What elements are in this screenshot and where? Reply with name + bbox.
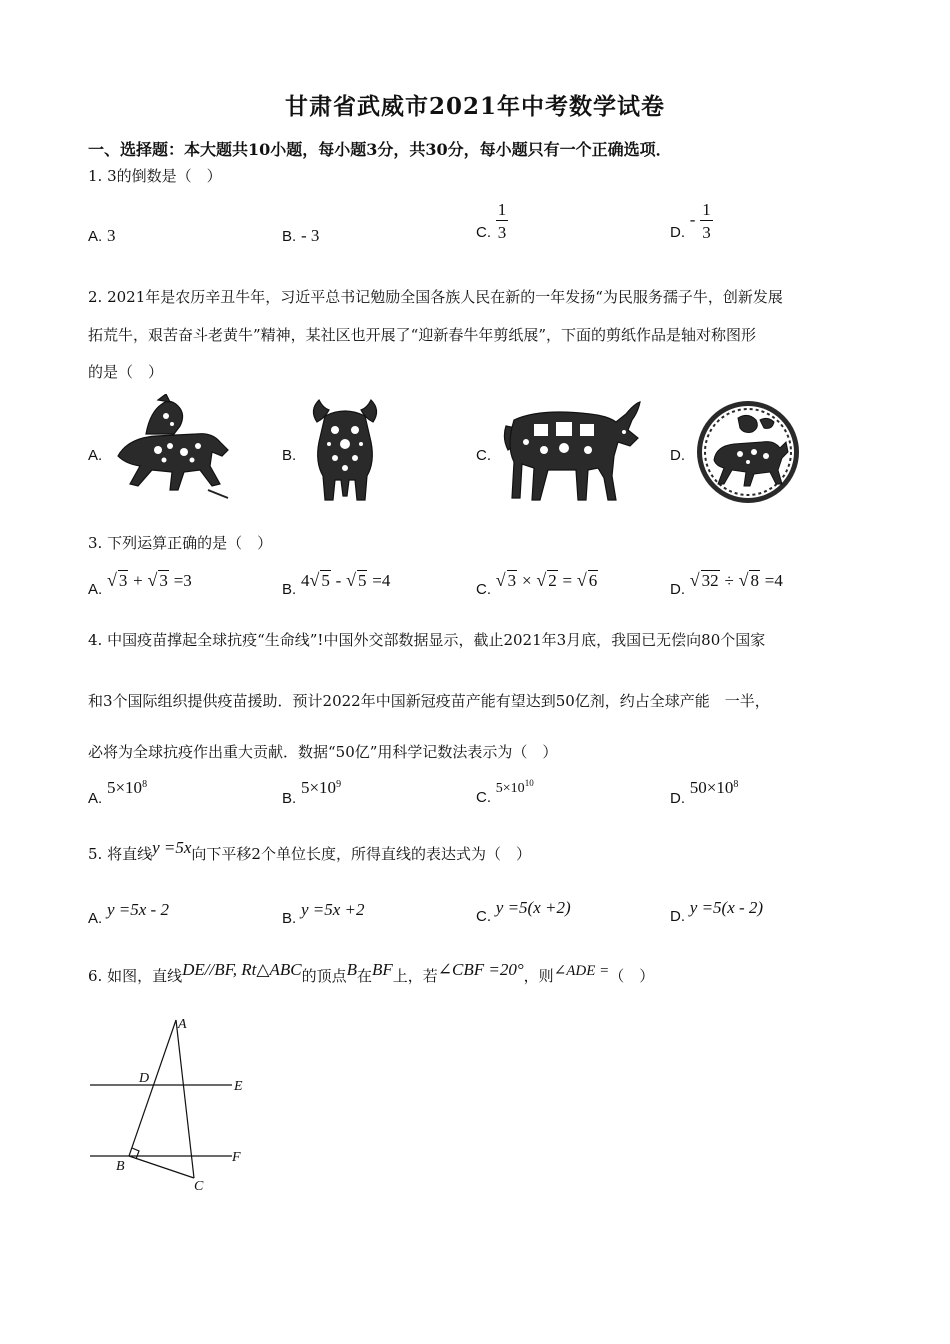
option-label: A. <box>88 910 103 927</box>
q1-option-a[interactable] <box>88 226 115 246</box>
question-4-line-2: 和3个国际组织提供疫苗援助．预计2022年中国新冠疫苗产能有望达到50亿剂，约占全球产能 一半， <box>88 692 770 710</box>
q2-option-b[interactable] <box>282 446 296 464</box>
radicand: 6 <box>588 571 598 590</box>
operator: - <box>335 571 342 590</box>
question-2-line-2: 拓荒牛，艰苦奋斗老黄牛”精神，某社区也开展了“迎新春牛年剪纸展”，下面的剪纸作品是轴对称图形 <box>88 326 757 344</box>
question-5-text <box>88 838 531 864</box>
label-f: F <box>232 1150 241 1165</box>
denominator: 3 <box>702 223 711 242</box>
radicand: 8 <box>750 571 759 590</box>
numerator: 1 <box>497 200 507 219</box>
base: 50×10 <box>689 778 734 797</box>
label-e: E <box>234 1079 243 1094</box>
radicand: 5 <box>321 571 330 590</box>
question-6-text-part: 在 <box>356 967 372 985</box>
math-expression: DE//BF, Rt△ABC <box>182 960 302 979</box>
option-label: A. <box>88 790 103 807</box>
line-expression: y =5x <box>152 838 192 857</box>
q2-option-c[interactable] <box>476 446 491 464</box>
question-5-suffix: 向下平移2个单位长度，所得直线的表达式为（ ） <box>191 845 531 863</box>
page-title: 甘肃省武威市2021年中考数学试卷 <box>284 93 665 120</box>
option-label: D. <box>670 224 685 241</box>
option-label: B. <box>282 581 297 598</box>
denominator: 3 <box>497 223 507 242</box>
radicand: 2 <box>548 571 557 590</box>
ox-with-rider-papercut-icon <box>108 394 234 502</box>
exponent: 9 <box>336 779 342 790</box>
q3-option-c[interactable] <box>476 570 598 598</box>
option-value: - 3 <box>300 226 320 245</box>
result: =4 <box>372 571 391 590</box>
option-label: C. <box>476 447 491 464</box>
exponent: 10 <box>524 778 534 788</box>
exponent: 8 <box>142 779 148 790</box>
q3-option-a[interactable] <box>88 570 192 598</box>
segment-bc <box>129 1156 194 1178</box>
label-d: D <box>139 1071 150 1086</box>
label-b: B <box>116 1159 125 1174</box>
math-expression: BF <box>372 960 393 979</box>
option-label: C. <box>476 908 491 925</box>
option-value: 3 <box>106 226 116 245</box>
question-6-text <box>88 960 654 986</box>
sqrt-icon: √ <box>689 570 700 590</box>
base: 5×10 <box>106 778 143 797</box>
math-expression: ∠ADE = <box>553 963 610 979</box>
segment-ac <box>176 1020 194 1178</box>
sqrt-icon: √ <box>309 570 320 590</box>
option-label: B. <box>282 228 297 245</box>
option-label: A. <box>88 228 103 245</box>
q2-option-d[interactable] <box>670 446 685 464</box>
option-label: C. <box>476 224 491 241</box>
option-label: C. <box>476 789 491 806</box>
q4-option-d[interactable] <box>670 778 738 807</box>
question-6-suffix: （ ） <box>609 967 655 985</box>
option-label: C. <box>476 581 491 598</box>
base: 5×10 <box>495 781 525 796</box>
option-label: A. <box>88 447 103 464</box>
radicand: 3 <box>159 571 168 590</box>
question-1-text: 1. 3的倒数是（ ） <box>88 167 222 185</box>
option-label: D. <box>670 908 685 925</box>
radicand: 32 <box>701 571 719 590</box>
operator: + <box>133 571 143 590</box>
question-2-line-3: 的是（ ） <box>88 363 164 381</box>
option-expression: y =5(x +2) <box>495 898 571 917</box>
radicand: 5 <box>357 571 367 590</box>
option-label: D. <box>670 581 685 598</box>
sqrt-icon: √ <box>106 570 117 590</box>
question-6-prefix: 6. 如图，直线 <box>88 967 183 985</box>
sqrt-icon: √ <box>495 570 506 590</box>
q5-option-c[interactable] <box>476 898 571 925</box>
q5-option-d[interactable] <box>670 898 763 925</box>
exponent: 8 <box>733 779 739 790</box>
label-a: A <box>178 1017 187 1032</box>
sqrt-icon: √ <box>346 570 356 590</box>
ox-side-papercut-icon <box>500 398 646 504</box>
result: =3 <box>173 571 192 590</box>
coefficient: 4 <box>300 571 310 590</box>
sqrt-icon: √ <box>738 570 749 590</box>
q4-option-b[interactable] <box>282 778 341 807</box>
operator: × <box>521 571 532 590</box>
option-label: A. <box>88 581 103 598</box>
option-expression: y =5(x - 2) <box>689 898 764 917</box>
radicand: 3 <box>507 571 517 590</box>
option-label: D. <box>670 447 685 464</box>
question-6-text-part: 的顶点 <box>301 967 347 985</box>
question-6-text-part: ，则 <box>523 967 554 985</box>
operator: = <box>562 571 573 590</box>
math-expression: ∠CBF =20° <box>437 960 524 979</box>
q1-option-c[interactable] <box>476 201 508 241</box>
math-expression: B <box>346 960 357 979</box>
radicand: 3 <box>118 571 128 590</box>
base: 5×10 <box>300 778 337 797</box>
question-4-line-1: 4. 中国疫苗撑起全球抗疫“生命线”!中国外交部数据显示，截止2021年3月底，我国已无偿向80个国家 <box>88 631 766 649</box>
ox-front-papercut-icon <box>305 396 385 504</box>
fraction <box>496 201 509 241</box>
segment-ab <box>129 1020 176 1156</box>
sqrt-icon: √ <box>147 570 158 590</box>
q5-option-b[interactable] <box>282 900 365 927</box>
option-label: B. <box>282 790 297 807</box>
question-5-prefix: 5. 将直线 <box>88 845 153 863</box>
option-expression: y =5x +2 <box>300 900 365 919</box>
geometry-figure <box>86 1010 256 1200</box>
option-label: D. <box>670 790 685 807</box>
fraction <box>700 201 713 241</box>
q4-option-a[interactable] <box>88 778 147 807</box>
question-2-line-1: 2. 2021年是农历辛丑牛年，习近平总书记勉励全国各族人民在新的一年发扬“为民服务孺子牛，创新发展 <box>88 288 783 306</box>
q5-option-a[interactable] <box>88 900 169 927</box>
minus-sign: - <box>689 210 696 229</box>
q3-option-b[interactable] <box>282 570 390 598</box>
numerator: 1 <box>702 200 711 219</box>
q1-option-b[interactable] <box>282 226 319 246</box>
question-6-text-part: 上，若 <box>392 967 438 985</box>
q4-option-c[interactable] <box>476 778 534 806</box>
question-3-text: 3. 下列运算正确的是（ ） <box>88 534 273 552</box>
question-4-line-3: 必将为全球抗疫作出重大贡献．数据“50亿”用科学记数法表示为（ ） <box>88 743 558 761</box>
sqrt-icon: √ <box>576 570 587 590</box>
option-expression: y =5x - 2 <box>106 900 169 919</box>
option-label: B. <box>282 447 297 464</box>
label-c: C <box>194 1179 204 1194</box>
ox-round-papercut-icon <box>694 398 802 506</box>
sqrt-icon: √ <box>536 570 547 590</box>
operator: ÷ <box>724 571 734 590</box>
q2-option-a[interactable] <box>88 446 102 464</box>
section-heading: 一、选择题：本大题共10小题，每小题3分，共30分，每小题只有一个正确选项． <box>88 140 672 159</box>
option-label: B. <box>282 910 297 927</box>
q3-option-d[interactable] <box>670 570 783 598</box>
result: =4 <box>764 571 783 590</box>
q1-option-d[interactable] <box>670 201 713 241</box>
